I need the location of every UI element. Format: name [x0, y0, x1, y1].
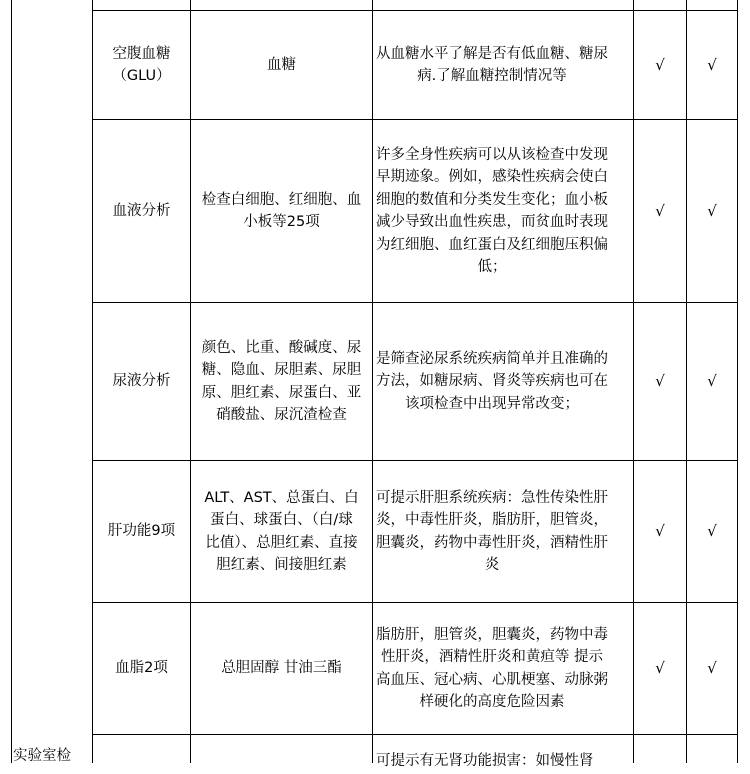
table-cell-name: 血液分析 [112, 202, 171, 219]
table-cell-meaning: 许多全身性疾病可以从该检查中发现 早期迹象。例如，感染性疾病会使白 细胞的数值和分类发生变化；血小板 减少导致出血性疾患，而贫血时表现 为红细胞、血红蛋白及红细胞压积偏 低； [376, 146, 608, 275]
table-cell-meaning: 可提示肝胆系统疾病：急性传染性肝 炎，中毒性肝炎，脂肪肝，胆管炎， 胆囊炎，药物中毒性肝炎，酒精性肝 炎 [376, 489, 608, 573]
table-cell-check: √ [707, 55, 717, 74]
table-cell-check: √ [707, 522, 717, 541]
table-cell-meaning: 从血糖水平了解是否有低血糖、糖尿 病.了解血糖控制情况等 [376, 45, 608, 84]
grid-line [737, 0, 738, 763]
table-cell-name: 空腹血糖 （GLU） [112, 45, 171, 84]
table-cell-name: 肝功能9项 [107, 523, 176, 540]
table-cell-content: 血糖 [267, 56, 296, 73]
table-cell-check: √ [707, 201, 717, 220]
table-cell-check: √ [655, 201, 665, 220]
table-cell-name: 血脂2项 [115, 660, 168, 677]
table-cell-meaning: 可提示有无肾功能损害：如慢性肾 [376, 753, 594, 769]
table-cell-check: √ [707, 372, 717, 391]
table-cell-check: √ [655, 522, 665, 541]
grid-line [92, 734, 737, 735]
table-cell-name: 尿液分析 [112, 373, 171, 390]
table-cell-content: 检查白细胞、红细胞、血 小板等25项 [201, 191, 362, 230]
table-cell-meaning: 脂肪肝，胆管炎，胆囊炎，药物中毒 性肝炎，酒精性肝炎和黄疸等 提示 高血压、冠心病、心肌梗塞、动脉粥 样硬化的高度危险因素 [376, 626, 608, 710]
grid-line [11, 0, 12, 763]
table-cell-check: √ [655, 55, 665, 74]
category-label: 实验室检 [13, 748, 71, 764]
table-cell-check: √ [655, 372, 665, 391]
table-cell-meaning: 是筛查泌尿系统疾病简单并且准确的 方法，如糖尿病、肾炎等疾病也可在 该项检查中出现异常改变； [376, 350, 608, 412]
table-cell-content: ALT、AST、总蛋白、白 蛋白、球蛋白、（白/球 比值）、总胆红素、直接 胆红素、间接胆红素 [204, 489, 359, 573]
table-cell-content: 总胆固醇 甘油三酯 [221, 660, 342, 677]
table-cell-check: √ [655, 659, 665, 678]
table-cell-check: √ [707, 659, 717, 678]
table-cell-content: 颜色、比重、酸碱度、尿 糖、隐血、尿胆素、尿胆 原、胆红素、尿蛋白、亚 硝酸盐、尿沉渣检查 [201, 339, 362, 423]
